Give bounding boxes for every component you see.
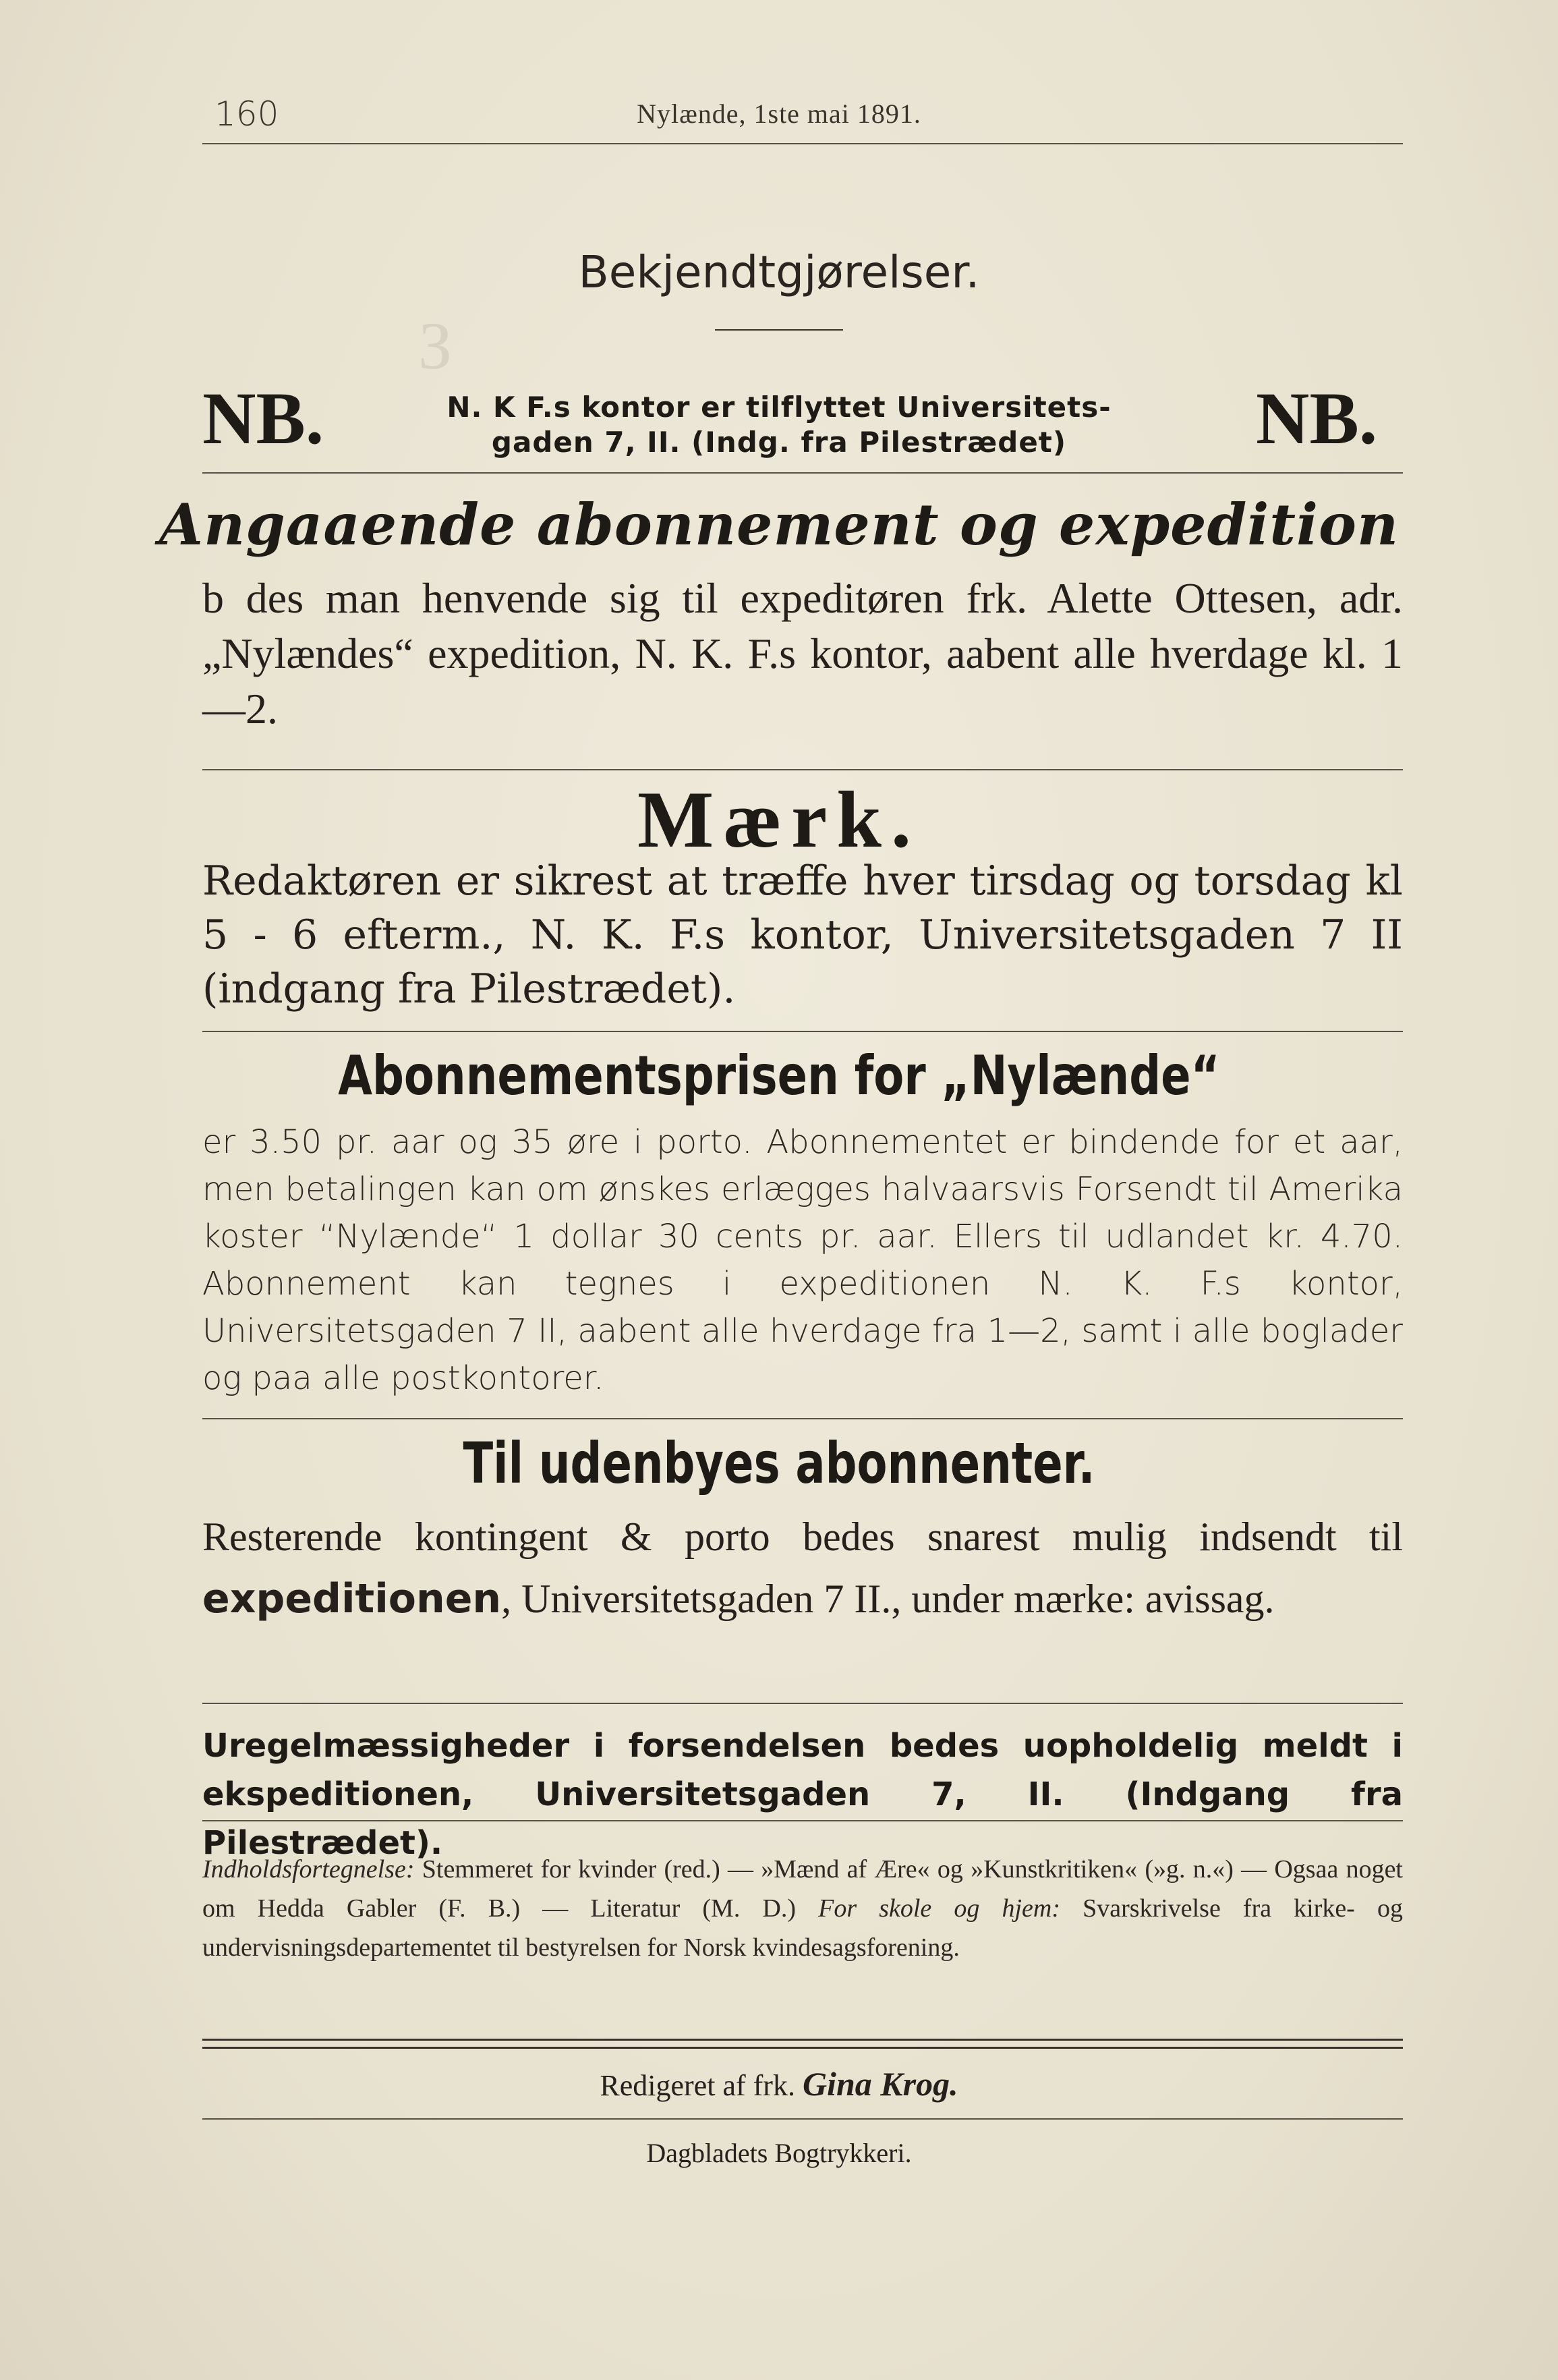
bleed-through-heading: Ɛ — [418, 308, 453, 383]
divider-mark — [202, 1031, 1403, 1032]
footer-rule-bottom — [202, 2118, 1403, 2120]
nb-notice-text — [0, 390, 1558, 460]
mark-heading: Mærk. — [637, 774, 921, 864]
out-of-town-heading: Til udenbyes abonnenter. — [463, 1430, 1095, 1496]
out-of-town-text — [202, 1506, 1403, 1630]
editor-credit — [0, 2064, 1558, 2103]
footer-rule-top — [202, 2039, 1403, 2041]
nb-mark-left: NB. — [202, 377, 324, 459]
price-text: er 3.50 pr. aar og 35 øre i porto. Abonnementet er bindende for et aar, men betalingen kan om ønskes erlægges halvaarsvis Forsendt til Amerika koster “Nylænde“ 1 dollar 30 cents pr. aar. Ellers til udlandet kr. 4.70. Abonnement kan tegnes i expeditionen N. K. F.s kontor, Universitetsgaden 7 II, aabent alle hverdage fra 1—2, samt i alle boglader og paa alle postkontorer. — [202, 1123, 1403, 1397]
price-heading: Abonnementsprisen for „Nylænde“ — [338, 1044, 1220, 1107]
edited-by: Redigeret af frk. — [600, 2069, 803, 2102]
divider-nb — [202, 472, 1403, 474]
out-of-town-text-a: Resterende kontingent & porto bedes snarest mulig indsendt til — [202, 1514, 1403, 1559]
irregularity-notice: Uregelmæssigheder i forsendelsen bedes uopholdelig meldt i ekspeditionen, Universitetsgaden 7, II. (Indgang fra Pilestrædet). — [202, 1727, 1403, 1862]
title-underline — [715, 329, 843, 331]
subscription-heading: Angaaende abonnement og expedition — [158, 491, 1400, 558]
school-home-text: Svarskrivelse fra kirke- og undervisningsdepartementet til bestyrelsen for Norsk kvindesagsforening. — [202, 1894, 1403, 1962]
out-of-town-text-bold: expeditionen — [202, 1575, 502, 1622]
divider-subscription — [202, 769, 1403, 770]
divider-price — [202, 1418, 1403, 1419]
section-title: Bekjendtgjørelser. — [578, 246, 980, 298]
divider-irregularity — [202, 1820, 1403, 1821]
footer-rule-top-2 — [202, 2047, 1403, 2049]
header-rule — [202, 143, 1403, 144]
page-number: 160 — [214, 94, 279, 134]
mark-text: Redaktøren er sikrest at træffe hver tirsdag og torsdag kl 5 - 6 efterm., N. K. F.s kontor, Universitetsgaden 7 II (indgang fra Pilestrædet). — [202, 857, 1403, 1013]
nb-mark-right: NB. — [1256, 377, 1378, 459]
table-of-contents — [202, 1850, 1403, 1967]
school-home-label: For skole og hjem: — [818, 1894, 1060, 1923]
contents-text: Stemmeret for kvinder (red.) — »Mænd af Ære« og »Kunstkritiken« (»g. n.«) — Ogsaa noget om Hedda Gabler (F. B.) — Literatur (M. D.) — [202, 1855, 1403, 1923]
contents-label: Indholdsfortegnelse: — [202, 1855, 415, 1883]
out-of-town-text-b: , Universitetsgaden 7 II., under mærke: avissag. — [501, 1577, 1275, 1621]
running-title: Nylænde, 1ste mai 1891. — [637, 98, 921, 129]
printer-credit: Dagbladets Bogtrykkeri. — [646, 2138, 912, 2168]
nb-notice-line1: N. K F.s kontor er tilflyttet Universitets- — [446, 391, 1112, 424]
subscription-text: b des man henvende sig til expeditøren frk. Alette Ottesen, adr. „Nylændes“ expedition, N. K. F.s kontor, aabent alle hverdage kl. 1—2. — [202, 574, 1403, 733]
nb-notice-line2: gaden 7, II. (Indg. fra Pilestrædet) — [491, 426, 1067, 459]
editor-name: Gina Krog. — [802, 2065, 958, 2103]
divider-out-of-town — [202, 1703, 1403, 1704]
